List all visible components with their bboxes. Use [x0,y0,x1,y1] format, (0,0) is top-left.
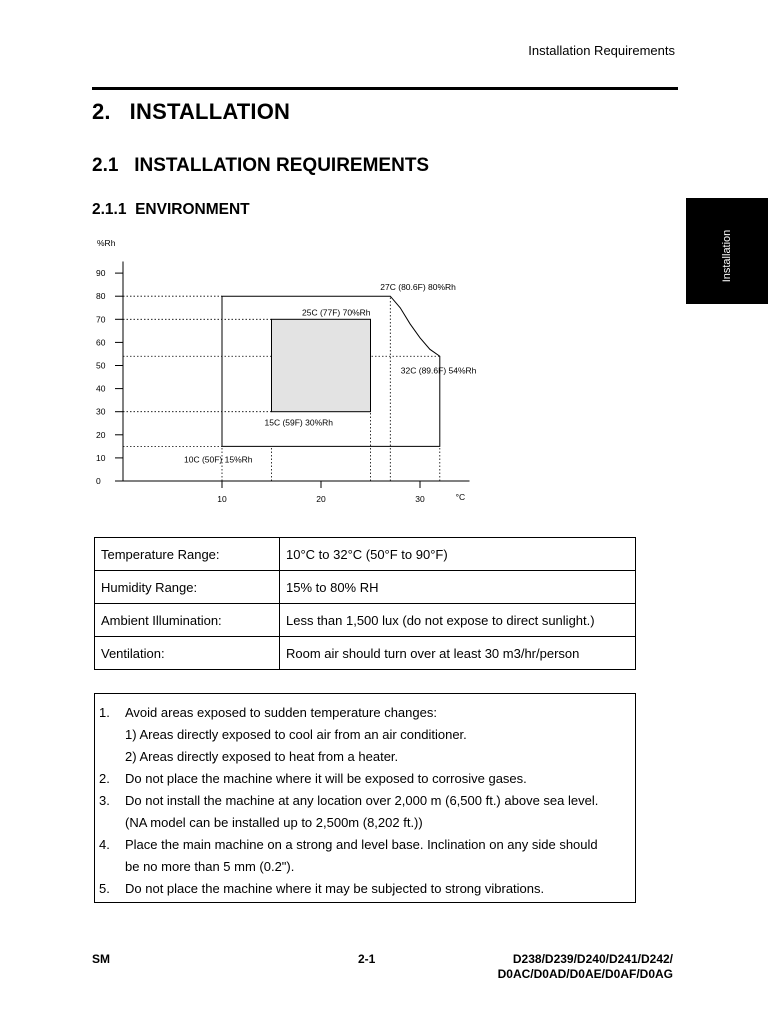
section-title: 2.1 INSTALLATION REQUIREMENTS [92,155,430,176]
y-tick-label: 70 [96,314,106,325]
spec-value: Room air should turn over at least 30 m3/hr/person [280,637,636,670]
spec-label: Ambient Illumination: [95,604,280,637]
y-tick-label: 50 [96,360,106,371]
note-text: Avoid areas exposed to sudden temperature changes: [125,705,437,720]
y-tick-label: 30 [96,406,106,417]
footer-page-number: 2-1 [358,952,376,966]
point-annotation: 15C (59F) 30%Rh [264,417,334,428]
note-text: Place the main machine on a strong and level base. Inclination on any side should [125,837,598,852]
spec-row [95,538,636,571]
x-tick-label: 20 [316,494,326,504]
spec-row [95,637,636,670]
spec-table [94,537,636,670]
x-tick-label: 10 [217,494,227,504]
note-number: 5. [99,881,110,896]
note-item [99,790,598,834]
note-number: 4. [99,837,110,852]
y-tick-label: 20 [96,429,106,440]
installation-notes-box [94,693,636,903]
point-annotation: 27C (80.6F) 80%Rh [380,282,456,293]
y-tick-label: 80 [96,291,106,302]
note-item [99,834,598,878]
note-text: Do not install the machine at any location over 2,000 m (6,500 ft.) above sea level. [125,793,599,808]
note-number: 1. [99,705,110,720]
footer-manual-id: SM [92,952,110,966]
footer-models-line2: D0AC/D0AD/D0AE/D0AF/D0AG [497,967,673,981]
notes-list [99,702,598,900]
y-axis-label: %Rh [97,238,116,248]
point-annotation: 32C (89.6F) 54%Rh [400,365,477,376]
spec-value: Less than 1,500 lux (do not expose to direct sunlight.) [280,604,636,637]
running-head: Installation Requirements [528,43,675,58]
x-axis-unit: °C [455,492,466,502]
spec-label: Temperature Range: [95,538,280,571]
note-item [99,702,598,768]
side-tab-label: Installation [721,229,733,283]
y-tick-label: 60 [96,337,106,348]
spec-label: Humidity Range: [95,571,280,604]
note-text: Do not place the machine where it may be subjected to strong vibrations. [125,881,545,896]
note-item [99,878,598,900]
subsection-title: 2.1.1 ENVIRONMENT [92,201,250,218]
note-subline: 2) Areas directly exposed to heat from a heater. [125,749,399,764]
x-tick-label: 30 [415,494,425,504]
y-tick-label: 40 [96,383,106,394]
note-subline: be no more than 5 mm (0.2"). [125,859,295,874]
recommended-range-region [272,319,371,411]
point-annotation: 10C (50F) 15%Rh [184,454,253,465]
chapter-title: 2. INSTALLATION [92,99,291,124]
point-annotation: 25C (77F) 70%Rh [301,307,371,318]
footer-models-line1: D238/D239/D240/D241/D242/ [512,952,673,966]
note-number: 3. [99,793,110,808]
y-tick-label: 10 [96,452,106,463]
spec-row [95,571,636,604]
note-subline: (NA model can be installed up to 2,500m (8,202 ft.)) [125,815,423,830]
note-subline: 1) Areas directly exposed to cool air from an air conditioner. [125,727,467,742]
note-item [99,768,598,790]
spec-row [95,604,636,637]
y-tick-label: 0 [96,476,101,486]
note-text: Do not place the machine where it will be exposed to corrosive gases. [125,771,527,786]
y-tick-label: 90 [96,268,106,279]
spec-value: 15% to 80% RH [280,571,636,604]
spec-value: 10°C to 32°C (50°F to 90°F) [280,538,636,571]
spec-label: Ventilation: [95,637,280,670]
note-number: 2. [99,771,110,786]
footer-models [498,952,673,982]
